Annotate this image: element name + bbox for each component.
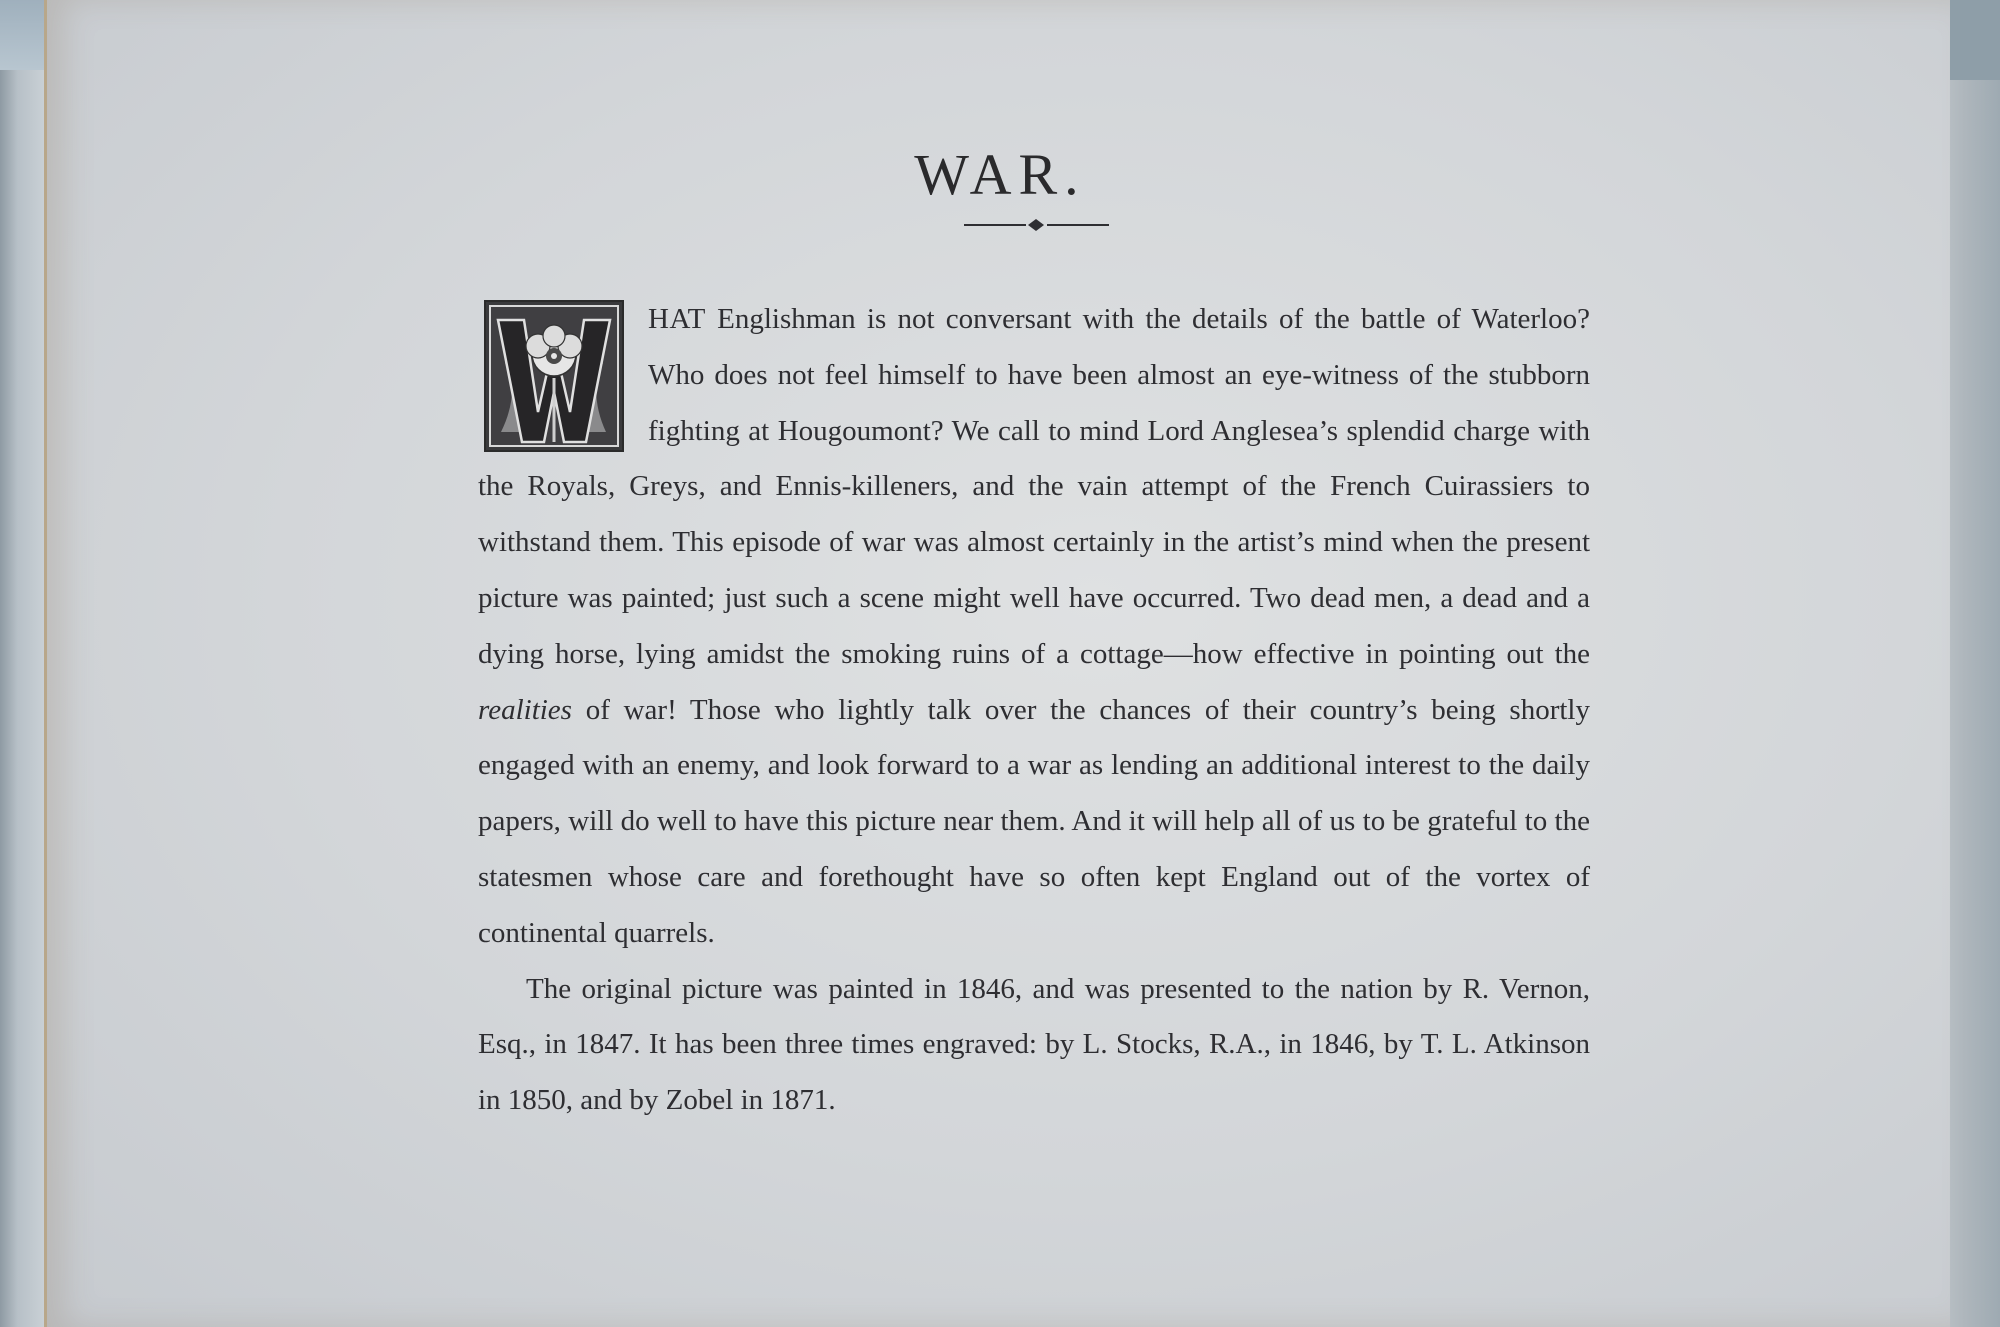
title-ornament xyxy=(964,218,1109,232)
drop-cap-initial xyxy=(484,300,624,452)
drop-cap-flower-icon xyxy=(486,302,622,450)
page-title: WAR. xyxy=(914,141,1086,207)
paragraph-1-text-b: of war! Those who lightly talk over the chances of their country’s being shortly engaged with an enemy, and look forward to a war as lending an additional interest to the daily papers, will do well to have this picture near them. And it will help all of us to be grateful to the statesmen whose care and forethought have so often kept England out of the vortex of continental quarrels. xyxy=(478,693,1590,949)
paragraph-2: The original picture was painted in 1846, and was presented to the nation by R. Vernon, Esq., in 1847. It has been three times engraved: by L. Stocks, R.A., in 1846, by T. L. Atkinson in 1850, and by Zobel in 1871. xyxy=(478,972,1590,1117)
paragraph-1-lead: HAT xyxy=(648,303,706,335)
page-right-edge-tab xyxy=(1950,0,2000,80)
paragraph-1-text-a: Englishman is not conversant with the details of the battle of Waterloo? Who does not feel himself to have been almost an eye-witness of the stubborn fighting at Hougoumont? We call to mind Lord Anglesea’s splendid charge with the Royals, Greys, and Ennis-killeners, and the vain attempt of the French Cuirassiers to withstand them. This episode of war was almost certainly in the artist’s mind when the present picture was painted; just such a scene might well have occurred. Two dead men, a dead and a dying horse, lying amidst the smoking ruins of a cottage—how effective in pointing out the xyxy=(478,303,1590,670)
binding-tab xyxy=(0,0,44,70)
article-body xyxy=(478,292,1590,1129)
paragraph-1 xyxy=(478,292,1590,962)
paragraph-1-italic: realities xyxy=(478,693,572,726)
